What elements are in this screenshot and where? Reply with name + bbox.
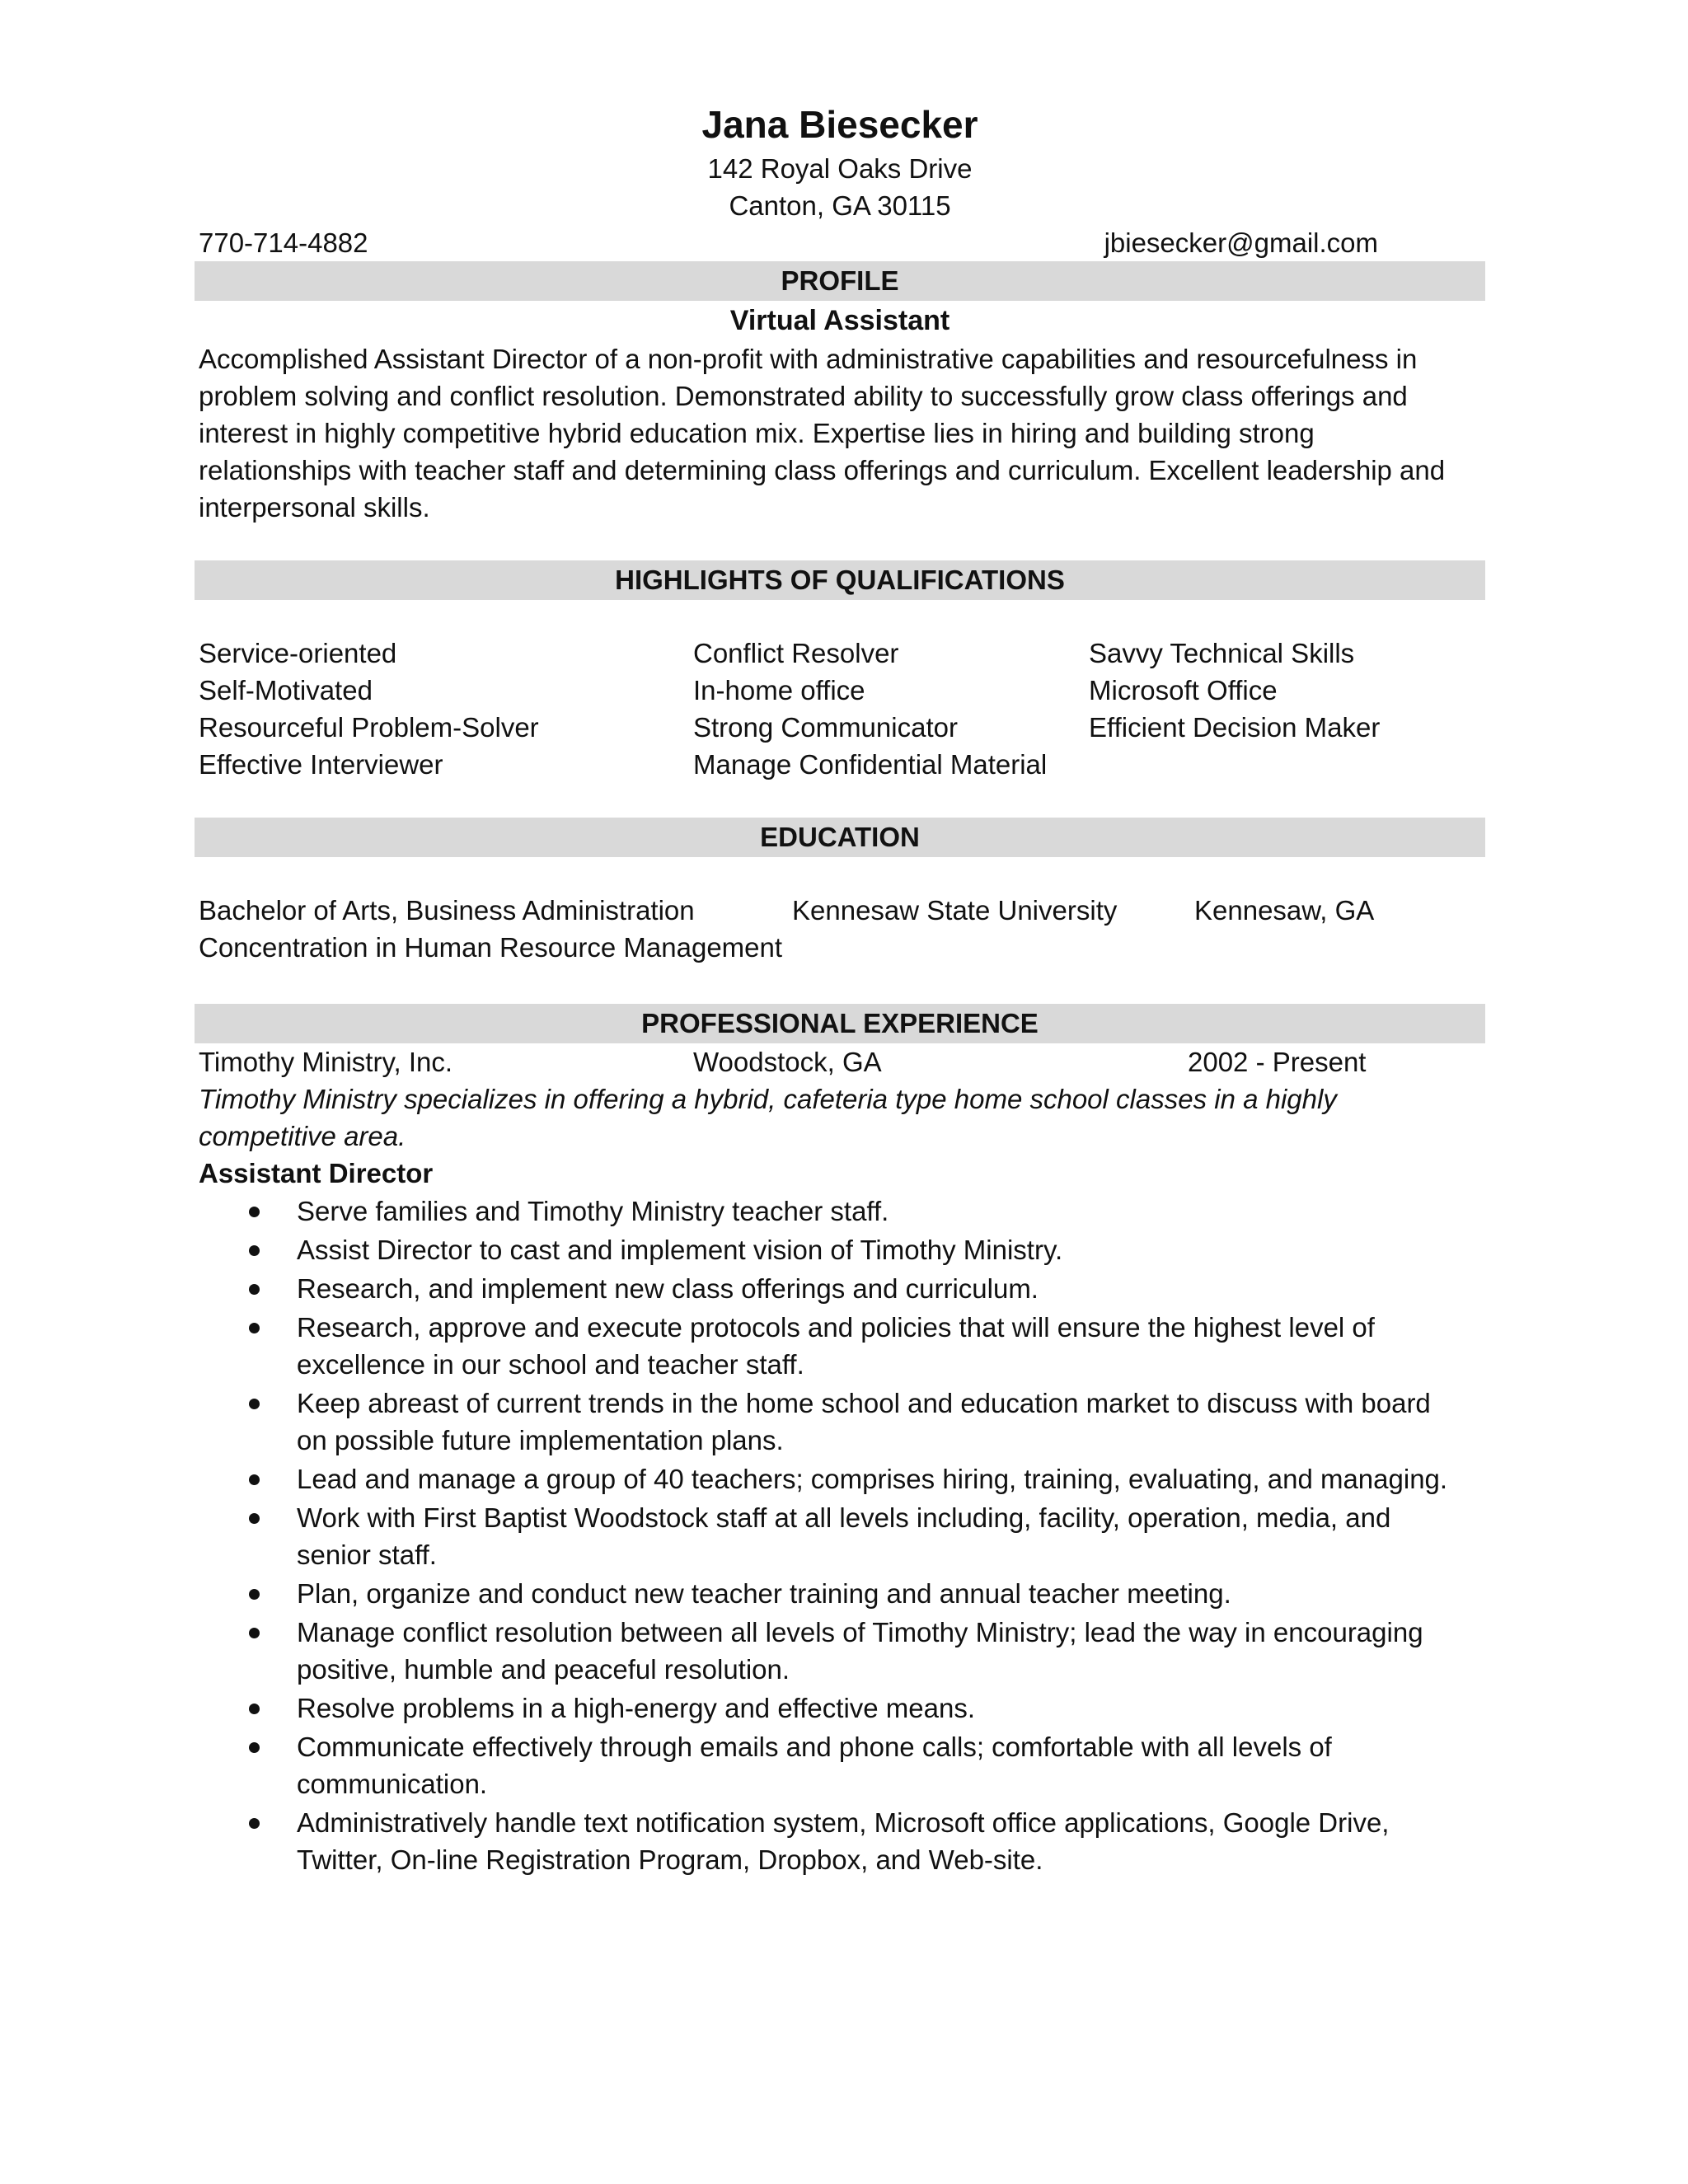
phone-number: 770-714-4882 bbox=[199, 227, 368, 258]
qualification-item: Savvy Technical Skills bbox=[1089, 638, 1355, 668]
profile-title: Virtual Assistant bbox=[729, 305, 950, 336]
qualification-item: In-home office bbox=[693, 675, 865, 705]
qualification-item: Strong Communicator bbox=[693, 712, 958, 743]
employer-description bbox=[195, 1080, 1485, 1155]
list-item: Keep abreast of current trends in the home school and education market to discuss with board on possible future implementation plans. bbox=[195, 1385, 1485, 1459]
profile-summary bbox=[195, 340, 1485, 526]
education-heading: EDUCATION bbox=[195, 818, 1485, 857]
degree: Bachelor of Arts, Business Administration bbox=[199, 895, 695, 926]
qualification-item: Manage Confidential Material bbox=[693, 749, 1048, 780]
bullet-icon bbox=[249, 1628, 260, 1638]
email-address: jbiesecker@gmail.com bbox=[1104, 227, 1378, 258]
experience-heading: PROFESSIONAL EXPERIENCE bbox=[195, 1004, 1485, 1043]
profile-line: Accomplished Assistant Director of a non-profit with administrative capabilities and resourcefulness in bbox=[199, 344, 1418, 374]
job-header bbox=[195, 1043, 1485, 1080]
bullet-icon bbox=[249, 1245, 260, 1256]
job-title: Assistant Director bbox=[199, 1158, 434, 1188]
qualifications-column-3 bbox=[1089, 635, 1468, 783]
school-location: Kennesaw, GA bbox=[1194, 895, 1375, 926]
qualifications-column-1 bbox=[199, 635, 693, 783]
qualification-item: Resourceful Problem-Solver bbox=[199, 712, 539, 743]
bullet-icon bbox=[249, 1742, 260, 1753]
responsibilities-list bbox=[195, 1193, 1485, 1878]
contact-row bbox=[195, 224, 1485, 261]
profile-line: interest in highly competitive hybrid education mix. Expertise lies in hiring and building strong bbox=[199, 418, 1315, 448]
candidate-name: Jana Biesecker bbox=[701, 103, 978, 146]
employer-location: Woodstock, GA bbox=[693, 1047, 882, 1077]
profile-line: relationships with teacher staff and determining class offerings and curriculum. Excellent leadership and bbox=[199, 455, 1446, 485]
list-item: Work with First Baptist Woodstock staff at all levels including, facility, operation, media, and senior staff. bbox=[195, 1499, 1485, 1573]
bullet-icon bbox=[249, 1323, 260, 1333]
school-name: Kennesaw State University bbox=[792, 895, 1118, 926]
profile-line: problem solving and conflict resolution. Demonstrated ability to successfully grow class offerings and bbox=[199, 381, 1408, 411]
qualification-item: Effective Interviewer bbox=[199, 749, 443, 780]
list-item: Plan, organize and conduct new teacher training and annual teacher meeting. bbox=[195, 1575, 1485, 1612]
concentration: Concentration in Human Resource Management bbox=[199, 932, 783, 963]
list-item: Resolve problems in a high-energy and effective means. bbox=[195, 1690, 1485, 1727]
bullet-icon bbox=[249, 1474, 260, 1485]
bullet-icon bbox=[249, 1589, 260, 1600]
address-line-1: 142 Royal Oaks Drive bbox=[707, 153, 973, 184]
description-line: competitive area. bbox=[199, 1121, 406, 1151]
qualifications-grid bbox=[195, 635, 1485, 783]
bullet-icon bbox=[249, 1513, 260, 1524]
address-line-2: Canton, GA 30115 bbox=[729, 190, 951, 221]
list-item: Research, approve and execute protocols and policies that will ensure the highest level of excellence in our school and teacher staff. bbox=[195, 1309, 1485, 1383]
list-item: Lead and manage a group of 40 teachers; comprises hiring, training, evaluating, and managing. bbox=[195, 1460, 1485, 1497]
employment-dates: 2002 - Present bbox=[1188, 1047, 1367, 1077]
qualification-item: Microsoft Office bbox=[1089, 675, 1278, 705]
education-entry bbox=[195, 892, 1485, 966]
list-item: Communicate effectively through emails and phone calls; comfortable with all levels of communication. bbox=[195, 1728, 1485, 1802]
bullet-icon bbox=[249, 1284, 260, 1295]
description-line: Timothy Ministry specializes in offering a hybrid, cafeteria type home school classes in a highly bbox=[199, 1084, 1337, 1114]
list-item: Manage conflict resolution between all levels of Timothy Ministry; lead the way in encouraging positive, humble and peaceful resolution. bbox=[195, 1614, 1485, 1688]
bullet-icon bbox=[249, 1818, 260, 1829]
qualification-item: Self-Motivated bbox=[199, 675, 373, 705]
qualification-item: Conflict Resolver bbox=[693, 638, 899, 668]
profile-line: interpersonal skills. bbox=[199, 492, 430, 523]
resume-header bbox=[195, 99, 1485, 224]
resume-page bbox=[195, 99, 1485, 1880]
list-item: Administratively handle text notification system, Microsoft office applications, Google Drive, Twitter, On-line Registration Program, Dropbox, and Web-site. bbox=[195, 1804, 1485, 1878]
qualification-item: Service-oriented bbox=[199, 638, 397, 668]
profile-heading: PROFILE bbox=[195, 261, 1485, 301]
list-item: Research, and implement new class offerings and curriculum. bbox=[195, 1270, 1485, 1307]
list-item: Serve families and Timothy Ministry teacher staff. bbox=[195, 1193, 1485, 1230]
qualification-item: Efficient Decision Maker bbox=[1089, 712, 1381, 743]
qualifications-column-2 bbox=[693, 635, 1089, 783]
list-item: Assist Director to cast and implement vision of Timothy Ministry. bbox=[195, 1231, 1485, 1268]
employer-name: Timothy Ministry, Inc. bbox=[199, 1047, 453, 1077]
bullet-icon bbox=[249, 1207, 260, 1217]
qualifications-heading: HIGHLIGHTS OF QUALIFICATIONS bbox=[195, 560, 1485, 600]
bullet-icon bbox=[249, 1399, 260, 1409]
bullet-icon bbox=[249, 1704, 260, 1714]
